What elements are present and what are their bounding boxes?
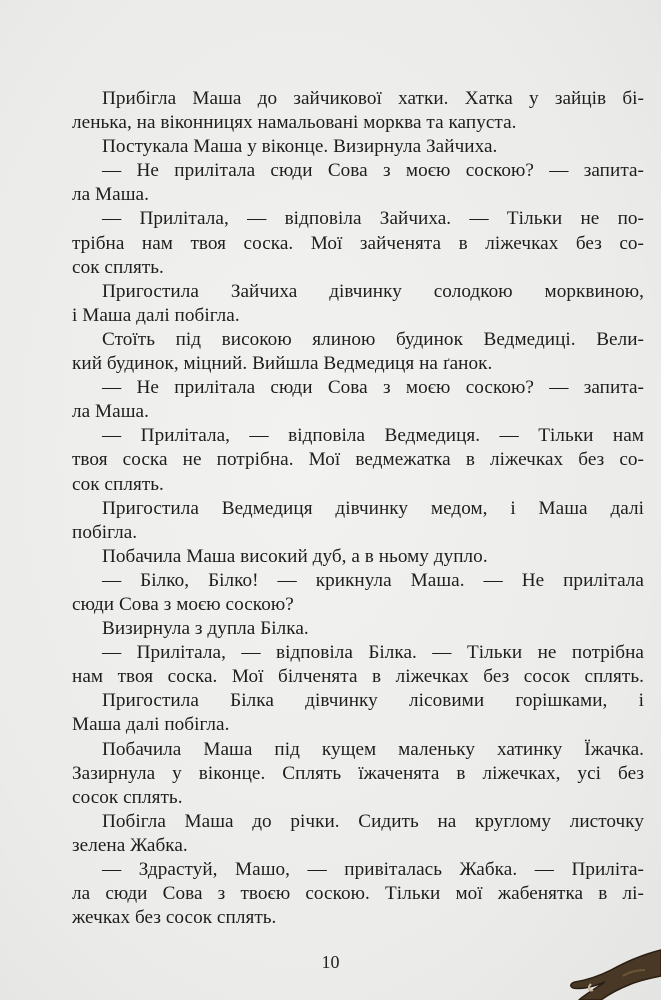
text-line bbox=[72, 497, 644, 521]
text-line bbox=[72, 569, 644, 593]
text-line-content: побігла. bbox=[72, 521, 138, 543]
text-line-content: Постукала Маша у віконце. Визирнула Зайчиха. bbox=[102, 136, 498, 158]
text-line-content: — Не прилітала сюди Сова з моєю соскою? — запита- bbox=[102, 160, 644, 182]
text-line bbox=[72, 786, 644, 810]
text-line-content: — Здрастуй, Машо, — привіталась Жабка. — Приліта- bbox=[102, 859, 644, 880]
text-line bbox=[72, 617, 644, 641]
text-line bbox=[72, 376, 644, 400]
text-line-content: зелена Жабка. bbox=[72, 834, 188, 856]
text-line-content: нам твоя соска. Мої білченята в ліжечках без сосок сплять. bbox=[72, 666, 644, 688]
text-line bbox=[72, 424, 644, 448]
text-line-content: ленька, на віконницях намальовані морква та капуста. bbox=[72, 112, 517, 134]
text-line-content: твоя соска не потрібна. Мої ведмежатка в ліжечках без со- bbox=[72, 449, 644, 471]
text-line-content: — Прилітала, — відповіла Білка. — Тільки не потрібна bbox=[102, 642, 644, 664]
text-line-content: — Прилітала, — відповіла Ведмедиця. — Тільки нам bbox=[102, 425, 644, 447]
text-line bbox=[72, 882, 644, 906]
text-line bbox=[72, 858, 644, 882]
text-line bbox=[72, 87, 644, 111]
text-line bbox=[72, 159, 644, 183]
page-number: 10 bbox=[321, 952, 340, 972]
text-line bbox=[72, 473, 644, 497]
branch-illustration bbox=[531, 910, 661, 1000]
text-line bbox=[72, 256, 644, 280]
text-line-content: сосок сплять. bbox=[72, 786, 183, 808]
text-line bbox=[72, 207, 644, 231]
text-line-content: кий будинок, міцний. Вийшла Ведмедиця на ґанок. bbox=[72, 353, 493, 375]
text-line-content: — Прилітала, — відповіла Зайчиха. — Тільки не по- bbox=[102, 208, 644, 230]
text-line bbox=[72, 232, 644, 256]
text-line-content: Зазирнула у віконце. Сплять їжаченята в ліжечках, усі без bbox=[72, 762, 644, 784]
text-line bbox=[72, 280, 644, 304]
text-line-content: Пригостила Ведмедиця дівчинку медом, і Маша далі bbox=[102, 497, 644, 519]
text-line-content: — Білко, Білко! — крикнула Маша. — Не прилітала bbox=[102, 569, 644, 591]
text-line bbox=[72, 762, 644, 786]
text-line bbox=[72, 738, 644, 762]
text-line bbox=[72, 834, 644, 858]
text-line bbox=[72, 352, 644, 376]
text-line bbox=[72, 400, 644, 424]
text-line-content: і Маша далі побігла. bbox=[72, 304, 240, 326]
text-line bbox=[72, 304, 644, 328]
text-line bbox=[72, 593, 644, 617]
text-line-content: Маша далі побігла. bbox=[72, 714, 230, 736]
text-line bbox=[72, 183, 644, 207]
text-line-content: ла Маша. bbox=[72, 184, 149, 206]
text-line-content: Стоїть під високою ялиною будинок Ведмедиці. Вели- bbox=[102, 328, 644, 350]
text-line-content: — Не прилітала сюди Сова з моєю соскою? — запита- bbox=[102, 377, 644, 399]
text-line-content: Пригостила Зайчиха дівчинку солодкою морквиною, bbox=[102, 280, 644, 302]
text-line bbox=[72, 689, 644, 713]
text-line-content: Прибігла Маша до зайчикової хатки. Хатка у зайців бі- bbox=[102, 88, 644, 109]
text-line bbox=[72, 111, 644, 135]
text-line bbox=[72, 328, 644, 352]
text-line-content: ла сюди Сова з твоєю соскою. Тільки мої жабенятка в лі- bbox=[72, 883, 644, 905]
text-line bbox=[72, 641, 644, 665]
text-line-content: Побігла Маша до річки. Сидить на круглому листочку bbox=[102, 810, 644, 832]
text-line bbox=[72, 521, 644, 545]
text-line bbox=[72, 448, 644, 472]
text-line-content: жечках без сосок сплять. bbox=[72, 907, 277, 929]
text-line-content: трібна нам твоя соска. Мої зайченята в ліжечках без со- bbox=[72, 232, 644, 254]
text-line-content: сок сплять. bbox=[72, 473, 164, 495]
text-line bbox=[72, 545, 644, 569]
text-line bbox=[72, 810, 644, 834]
text-line-content: сюди Сова з моєю соскою? bbox=[72, 593, 294, 615]
text-line bbox=[72, 135, 644, 159]
text-line bbox=[72, 665, 644, 689]
story-text bbox=[72, 87, 644, 930]
text-line-content: Визирнула з дупла Білка. bbox=[102, 618, 309, 640]
text-line-content: Побачила Маша високий дуб, а в ньому дупло. bbox=[102, 545, 488, 567]
text-line-content: Пригостила Білка дівчинку лісовими горішками, і bbox=[102, 690, 644, 712]
text-line-content: сок сплять. bbox=[72, 256, 164, 278]
text-line-content: ла Маша. bbox=[72, 401, 149, 423]
text-line bbox=[72, 713, 644, 737]
text-line-content: Побачила Маша під кущем маленьку хатинку Їжачка. bbox=[102, 738, 644, 760]
